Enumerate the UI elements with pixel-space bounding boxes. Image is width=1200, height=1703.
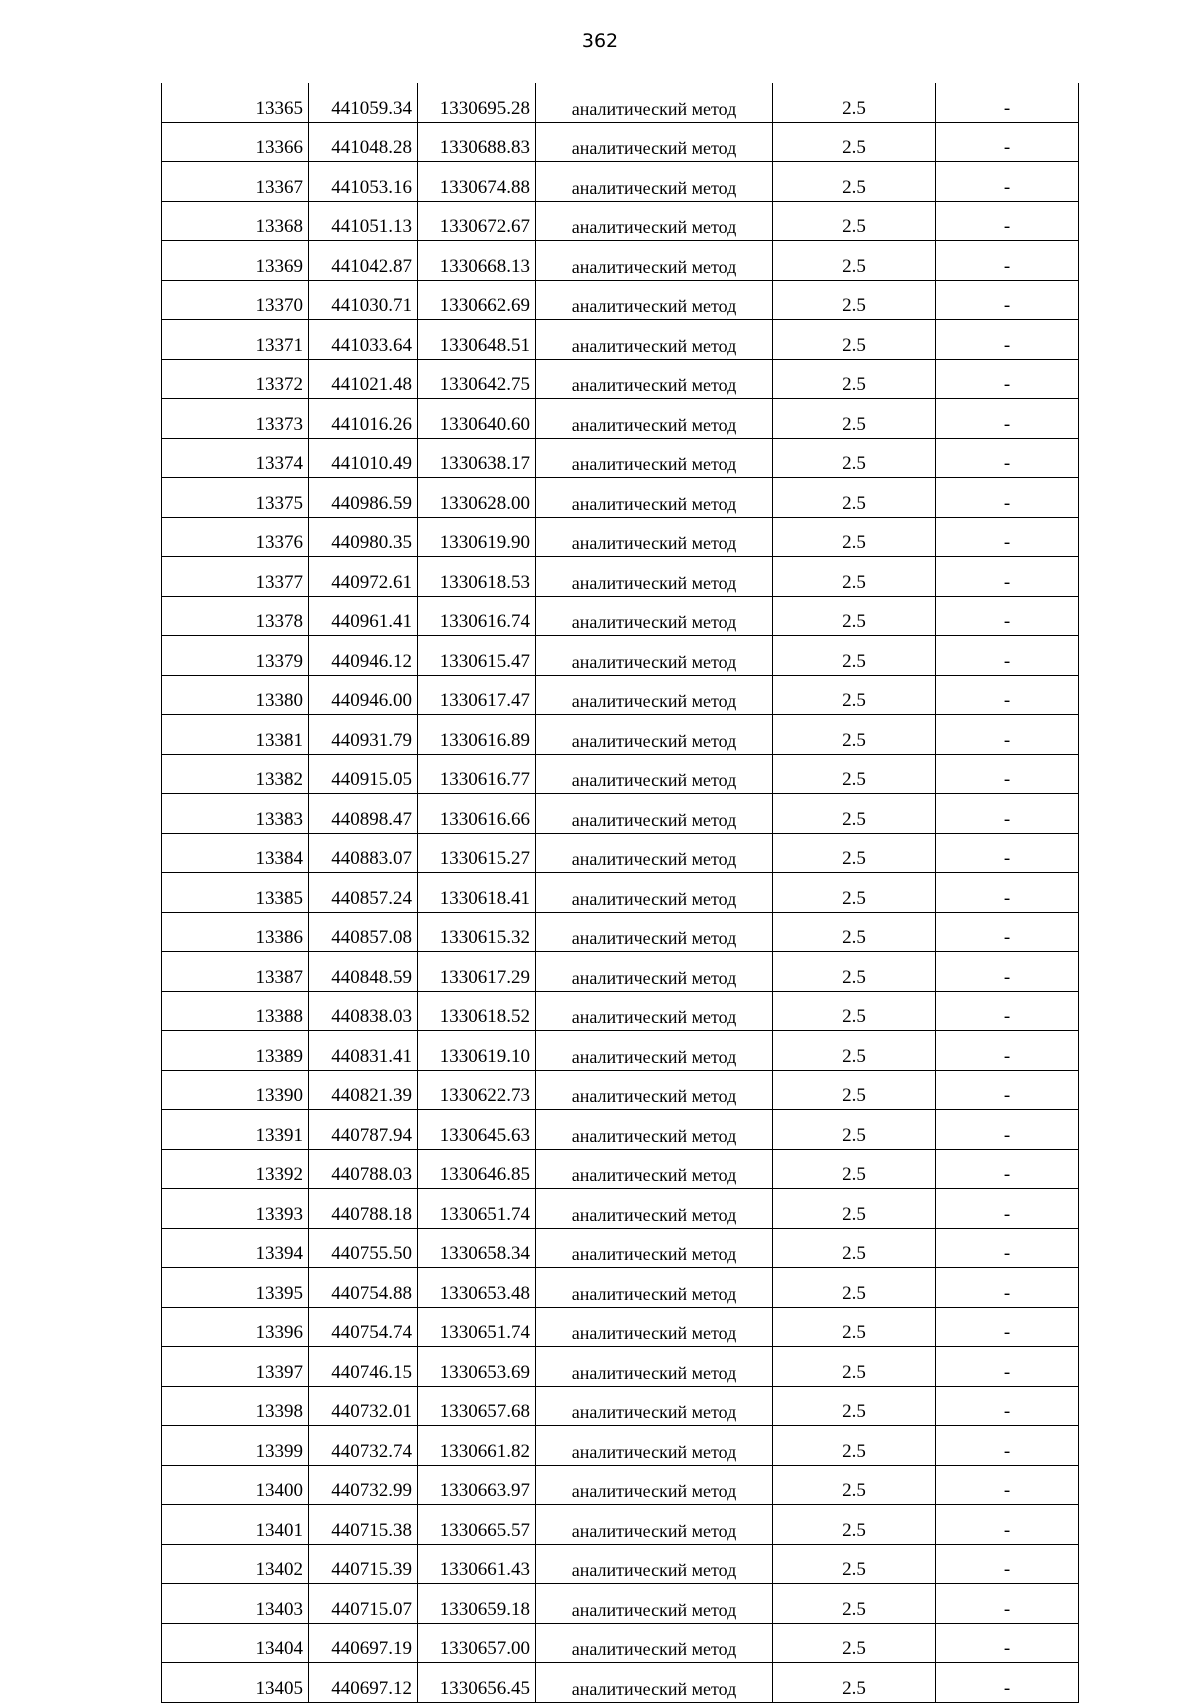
table-row (162, 438, 1079, 478)
point-number-cell: 13370 (162, 280, 309, 320)
table-row (162, 1623, 1079, 1663)
note-cell: - (936, 399, 1079, 439)
table-row (162, 1584, 1079, 1624)
accuracy-cell: 2.5 (773, 438, 936, 478)
note-cell: - (936, 912, 1079, 952)
y-coordinate-cell: 1330661.82 (418, 1426, 536, 1466)
table-row (162, 1070, 1079, 1110)
x-coordinate-cell: 440754.88 (309, 1268, 418, 1308)
note-cell: - (936, 1268, 1079, 1308)
table-row (162, 399, 1079, 439)
note-cell: - (936, 991, 1079, 1031)
y-coordinate-cell: 1330640.60 (418, 399, 536, 439)
note-cell: - (936, 359, 1079, 399)
x-coordinate-cell: 440961.41 (309, 596, 418, 636)
accuracy-cell: 2.5 (773, 1189, 936, 1229)
accuracy-cell: 2.5 (773, 162, 936, 202)
accuracy-cell: 2.5 (773, 557, 936, 597)
x-coordinate-cell: 440732.99 (309, 1465, 418, 1505)
y-coordinate-cell: 1330642.75 (418, 359, 536, 399)
point-number-cell: 13399 (162, 1426, 309, 1466)
accuracy-cell: 2.5 (773, 122, 936, 162)
accuracy-cell: 2.5 (773, 1465, 936, 1505)
table-row (162, 596, 1079, 636)
x-coordinate-cell: 440697.12 (309, 1663, 418, 1703)
x-coordinate-cell: 441010.49 (309, 438, 418, 478)
point-number-cell: 13404 (162, 1623, 309, 1663)
x-coordinate-cell: 441021.48 (309, 359, 418, 399)
table-row (162, 833, 1079, 873)
method-cell: аналитический метод (536, 675, 773, 715)
accuracy-cell: 2.5 (773, 1070, 936, 1110)
method-cell: аналитический метод (536, 1584, 773, 1624)
y-coordinate-cell: 1330616.66 (418, 794, 536, 834)
note-cell: - (936, 1465, 1079, 1505)
table-row (162, 1307, 1079, 1347)
note-cell: - (936, 83, 1079, 122)
x-coordinate-cell: 440715.07 (309, 1584, 418, 1624)
y-coordinate-cell: 1330645.63 (418, 1110, 536, 1150)
point-number-cell: 13376 (162, 517, 309, 557)
note-cell: - (936, 122, 1079, 162)
y-coordinate-cell: 1330674.88 (418, 162, 536, 202)
note-cell: - (936, 1347, 1079, 1387)
method-cell: аналитический метод (536, 517, 773, 557)
y-coordinate-cell: 1330651.74 (418, 1307, 536, 1347)
y-coordinate-cell: 1330616.74 (418, 596, 536, 636)
note-cell: - (936, 1584, 1079, 1624)
x-coordinate-cell: 441048.28 (309, 122, 418, 162)
point-number-cell: 13403 (162, 1584, 309, 1624)
table-row (162, 122, 1079, 162)
table-row (162, 241, 1079, 281)
note-cell: - (936, 952, 1079, 992)
method-cell: аналитический метод (536, 1031, 773, 1071)
x-coordinate-cell: 440980.35 (309, 517, 418, 557)
point-number-cell: 13394 (162, 1228, 309, 1268)
x-coordinate-cell: 440883.07 (309, 833, 418, 873)
method-cell: аналитический метод (536, 991, 773, 1031)
y-coordinate-cell: 1330619.90 (418, 517, 536, 557)
y-coordinate-cell: 1330618.53 (418, 557, 536, 597)
method-cell: аналитический метод (536, 1465, 773, 1505)
method-cell: аналитический метод (536, 1070, 773, 1110)
method-cell: аналитический метод (536, 715, 773, 755)
accuracy-cell: 2.5 (773, 1307, 936, 1347)
accuracy-cell: 2.5 (773, 1663, 936, 1703)
method-cell: аналитический метод (536, 794, 773, 834)
table-row (162, 83, 1079, 122)
accuracy-cell: 2.5 (773, 1149, 936, 1189)
accuracy-cell: 2.5 (773, 952, 936, 992)
y-coordinate-cell: 1330663.97 (418, 1465, 536, 1505)
method-cell: аналитический метод (536, 1149, 773, 1189)
point-number-cell: 13365 (162, 83, 309, 122)
point-number-cell: 13400 (162, 1465, 309, 1505)
accuracy-cell: 2.5 (773, 1386, 936, 1426)
point-number-cell: 13402 (162, 1544, 309, 1584)
page-number: 362 (581, 30, 619, 52)
y-coordinate-cell: 1330659.18 (418, 1584, 536, 1624)
method-cell: аналитический метод (536, 952, 773, 992)
y-coordinate-cell: 1330672.67 (418, 201, 536, 241)
accuracy-cell: 2.5 (773, 636, 936, 676)
y-coordinate-cell: 1330688.83 (418, 122, 536, 162)
table-row (162, 912, 1079, 952)
point-number-cell: 13377 (162, 557, 309, 597)
note-cell: - (936, 675, 1079, 715)
x-coordinate-cell: 440755.50 (309, 1228, 418, 1268)
x-coordinate-cell: 440946.12 (309, 636, 418, 676)
x-coordinate-cell: 440931.79 (309, 715, 418, 755)
note-cell: - (936, 794, 1079, 834)
method-cell: аналитический метод (536, 912, 773, 952)
y-coordinate-cell: 1330646.85 (418, 1149, 536, 1189)
note-cell: - (936, 1663, 1079, 1703)
x-coordinate-cell: 440915.05 (309, 754, 418, 794)
accuracy-cell: 2.5 (773, 478, 936, 518)
y-coordinate-cell: 1330695.28 (418, 83, 536, 122)
x-coordinate-cell: 440732.01 (309, 1386, 418, 1426)
x-coordinate-cell: 440857.08 (309, 912, 418, 952)
method-cell: аналитический метод (536, 1623, 773, 1663)
y-coordinate-cell: 1330628.00 (418, 478, 536, 518)
point-number-cell: 13383 (162, 794, 309, 834)
note-cell: - (936, 162, 1079, 202)
accuracy-cell: 2.5 (773, 754, 936, 794)
method-cell: аналитический метод (536, 478, 773, 518)
x-coordinate-cell: 440821.39 (309, 1070, 418, 1110)
table-row (162, 478, 1079, 518)
method-cell: аналитический метод (536, 873, 773, 913)
note-cell: - (936, 1070, 1079, 1110)
y-coordinate-cell: 1330619.10 (418, 1031, 536, 1071)
accuracy-cell: 2.5 (773, 1584, 936, 1624)
x-coordinate-cell: 440715.38 (309, 1505, 418, 1545)
point-number-cell: 13380 (162, 675, 309, 715)
accuracy-cell: 2.5 (773, 241, 936, 281)
point-number-cell: 13391 (162, 1110, 309, 1150)
method-cell: аналитический метод (536, 1189, 773, 1229)
method-cell: аналитический метод (536, 280, 773, 320)
point-number-cell: 13366 (162, 122, 309, 162)
table-row (162, 1663, 1079, 1703)
table-row (162, 873, 1079, 913)
note-cell: - (936, 1228, 1079, 1268)
point-number-cell: 13373 (162, 399, 309, 439)
note-cell: - (936, 1623, 1079, 1663)
table-row (162, 1347, 1079, 1387)
method-cell: аналитический метод (536, 162, 773, 202)
point-number-cell: 13379 (162, 636, 309, 676)
method-cell: аналитический метод (536, 359, 773, 399)
x-coordinate-cell: 440746.15 (309, 1347, 418, 1387)
y-coordinate-cell: 1330618.41 (418, 873, 536, 913)
method-cell: аналитический метод (536, 636, 773, 676)
method-cell: аналитический метод (536, 1268, 773, 1308)
accuracy-cell: 2.5 (773, 320, 936, 360)
accuracy-cell: 2.5 (773, 83, 936, 122)
note-cell: - (936, 1189, 1079, 1229)
point-number-cell: 13375 (162, 478, 309, 518)
method-cell: аналитический метод (536, 1505, 773, 1545)
y-coordinate-cell: 1330617.47 (418, 675, 536, 715)
y-coordinate-cell: 1330638.17 (418, 438, 536, 478)
method-cell: аналитический метод (536, 1386, 773, 1426)
method-cell: аналитический метод (536, 754, 773, 794)
accuracy-cell: 2.5 (773, 1544, 936, 1584)
x-coordinate-cell: 440848.59 (309, 952, 418, 992)
accuracy-cell: 2.5 (773, 1347, 936, 1387)
x-coordinate-cell: 441016.26 (309, 399, 418, 439)
method-cell: аналитический метод (536, 320, 773, 360)
note-cell: - (936, 1386, 1079, 1426)
accuracy-cell: 2.5 (773, 833, 936, 873)
note-cell: - (936, 438, 1079, 478)
table-row (162, 1465, 1079, 1505)
point-number-cell: 13372 (162, 359, 309, 399)
y-coordinate-cell: 1330615.32 (418, 912, 536, 952)
table-row (162, 517, 1079, 557)
accuracy-cell: 2.5 (773, 280, 936, 320)
table-row (162, 1426, 1079, 1466)
method-cell: аналитический метод (536, 596, 773, 636)
x-coordinate-cell: 440972.61 (309, 557, 418, 597)
table-row (162, 715, 1079, 755)
table-row (162, 636, 1079, 676)
accuracy-cell: 2.5 (773, 1110, 936, 1150)
method-cell: аналитический метод (536, 557, 773, 597)
x-coordinate-cell: 440715.39 (309, 1544, 418, 1584)
note-cell: - (936, 517, 1079, 557)
y-coordinate-cell: 1330651.74 (418, 1189, 536, 1229)
point-number-cell: 13367 (162, 162, 309, 202)
x-coordinate-cell: 441059.34 (309, 83, 418, 122)
table-row (162, 1544, 1079, 1584)
x-coordinate-cell: 441033.64 (309, 320, 418, 360)
x-coordinate-cell: 440946.00 (309, 675, 418, 715)
y-coordinate-cell: 1330648.51 (418, 320, 536, 360)
table-row (162, 280, 1079, 320)
accuracy-cell: 2.5 (773, 1505, 936, 1545)
table-row (162, 359, 1079, 399)
note-cell: - (936, 596, 1079, 636)
table-row (162, 952, 1079, 992)
x-coordinate-cell: 440697.19 (309, 1623, 418, 1663)
note-cell: - (936, 1426, 1079, 1466)
point-number-cell: 13388 (162, 991, 309, 1031)
accuracy-cell: 2.5 (773, 399, 936, 439)
accuracy-cell: 2.5 (773, 359, 936, 399)
x-coordinate-cell: 440732.74 (309, 1426, 418, 1466)
y-coordinate-cell: 1330656.45 (418, 1663, 536, 1703)
table-row (162, 320, 1079, 360)
note-cell: - (936, 1544, 1079, 1584)
note-cell: - (936, 280, 1079, 320)
x-coordinate-cell: 440986.59 (309, 478, 418, 518)
point-number-cell: 13395 (162, 1268, 309, 1308)
accuracy-cell: 2.5 (773, 596, 936, 636)
x-coordinate-cell: 441042.87 (309, 241, 418, 281)
accuracy-cell: 2.5 (773, 715, 936, 755)
x-coordinate-cell: 440788.03 (309, 1149, 418, 1189)
method-cell: аналитический метод (536, 1426, 773, 1466)
y-coordinate-cell: 1330615.47 (418, 636, 536, 676)
accuracy-cell: 2.5 (773, 675, 936, 715)
accuracy-cell: 2.5 (773, 1426, 936, 1466)
point-number-cell: 13374 (162, 438, 309, 478)
y-coordinate-cell: 1330658.34 (418, 1228, 536, 1268)
y-coordinate-cell: 1330616.77 (418, 754, 536, 794)
point-number-cell: 13384 (162, 833, 309, 873)
y-coordinate-cell: 1330665.57 (418, 1505, 536, 1545)
point-number-cell: 13405 (162, 1663, 309, 1703)
y-coordinate-cell: 1330622.73 (418, 1070, 536, 1110)
coordinates-table-body (162, 83, 1079, 1702)
x-coordinate-cell: 440898.47 (309, 794, 418, 834)
method-cell: аналитический метод (536, 241, 773, 281)
accuracy-cell: 2.5 (773, 1268, 936, 1308)
point-number-cell: 13385 (162, 873, 309, 913)
table-row (162, 1031, 1079, 1071)
note-cell: - (936, 1307, 1079, 1347)
accuracy-cell: 2.5 (773, 517, 936, 557)
method-cell: аналитический метод (536, 1347, 773, 1387)
table-row (162, 1189, 1079, 1229)
table-row (162, 675, 1079, 715)
table-row (162, 1268, 1079, 1308)
note-cell: - (936, 1031, 1079, 1071)
method-cell: аналитический метод (536, 1110, 773, 1150)
table-row (162, 557, 1079, 597)
point-number-cell: 13390 (162, 1070, 309, 1110)
method-cell: аналитический метод (536, 83, 773, 122)
table-row (162, 162, 1079, 202)
point-number-cell: 13369 (162, 241, 309, 281)
x-coordinate-cell: 441051.13 (309, 201, 418, 241)
x-coordinate-cell: 440857.24 (309, 873, 418, 913)
point-number-cell: 13387 (162, 952, 309, 992)
table-row (162, 1386, 1079, 1426)
x-coordinate-cell: 440838.03 (309, 991, 418, 1031)
coordinates-table (161, 83, 1079, 1703)
table-row (162, 201, 1079, 241)
accuracy-cell: 2.5 (773, 991, 936, 1031)
table-row (162, 1149, 1079, 1189)
note-cell: - (936, 1110, 1079, 1150)
y-coordinate-cell: 1330653.48 (418, 1268, 536, 1308)
y-coordinate-cell: 1330657.68 (418, 1386, 536, 1426)
x-coordinate-cell: 440831.41 (309, 1031, 418, 1071)
method-cell: аналитический метод (536, 122, 773, 162)
note-cell: - (936, 478, 1079, 518)
note-cell: - (936, 201, 1079, 241)
accuracy-cell: 2.5 (773, 912, 936, 952)
accuracy-cell: 2.5 (773, 1623, 936, 1663)
point-number-cell: 13389 (162, 1031, 309, 1071)
point-number-cell: 13381 (162, 715, 309, 755)
accuracy-cell: 2.5 (773, 873, 936, 913)
x-coordinate-cell: 441030.71 (309, 280, 418, 320)
x-coordinate-cell: 440787.94 (309, 1110, 418, 1150)
note-cell: - (936, 1505, 1079, 1545)
point-number-cell: 13378 (162, 596, 309, 636)
point-number-cell: 13392 (162, 1149, 309, 1189)
note-cell: - (936, 557, 1079, 597)
method-cell: аналитический метод (536, 1663, 773, 1703)
point-number-cell: 13398 (162, 1386, 309, 1426)
accuracy-cell: 2.5 (773, 1228, 936, 1268)
point-number-cell: 13396 (162, 1307, 309, 1347)
note-cell: - (936, 636, 1079, 676)
x-coordinate-cell: 440788.18 (309, 1189, 418, 1229)
method-cell: аналитический метод (536, 201, 773, 241)
accuracy-cell: 2.5 (773, 794, 936, 834)
point-number-cell: 13401 (162, 1505, 309, 1545)
point-number-cell: 13397 (162, 1347, 309, 1387)
y-coordinate-cell: 1330668.13 (418, 241, 536, 281)
table-row (162, 1110, 1079, 1150)
y-coordinate-cell: 1330618.52 (418, 991, 536, 1031)
note-cell: - (936, 715, 1079, 755)
y-coordinate-cell: 1330657.00 (418, 1623, 536, 1663)
table-row (162, 1228, 1079, 1268)
note-cell: - (936, 754, 1079, 794)
y-coordinate-cell: 1330661.43 (418, 1544, 536, 1584)
point-number-cell: 13368 (162, 201, 309, 241)
note-cell: - (936, 833, 1079, 873)
note-cell: - (936, 241, 1079, 281)
table-row (162, 991, 1079, 1031)
method-cell: аналитический метод (536, 1544, 773, 1584)
note-cell: - (936, 873, 1079, 913)
x-coordinate-cell: 441053.16 (309, 162, 418, 202)
table-row (162, 1505, 1079, 1545)
point-number-cell: 13382 (162, 754, 309, 794)
method-cell: аналитический метод (536, 833, 773, 873)
table-row (162, 754, 1079, 794)
y-coordinate-cell: 1330653.69 (418, 1347, 536, 1387)
accuracy-cell: 2.5 (773, 201, 936, 241)
note-cell: - (936, 320, 1079, 360)
method-cell: аналитический метод (536, 1228, 773, 1268)
table-row (162, 794, 1079, 834)
method-cell: аналитический метод (536, 438, 773, 478)
y-coordinate-cell: 1330617.29 (418, 952, 536, 992)
y-coordinate-cell: 1330615.27 (418, 833, 536, 873)
method-cell: аналитический метод (536, 399, 773, 439)
method-cell: аналитический метод (536, 1307, 773, 1347)
point-number-cell: 13393 (162, 1189, 309, 1229)
x-coordinate-cell: 440754.74 (309, 1307, 418, 1347)
accuracy-cell: 2.5 (773, 1031, 936, 1071)
note-cell: - (936, 1149, 1079, 1189)
y-coordinate-cell: 1330616.89 (418, 715, 536, 755)
point-number-cell: 13371 (162, 320, 309, 360)
y-coordinate-cell: 1330662.69 (418, 280, 536, 320)
point-number-cell: 13386 (162, 912, 309, 952)
